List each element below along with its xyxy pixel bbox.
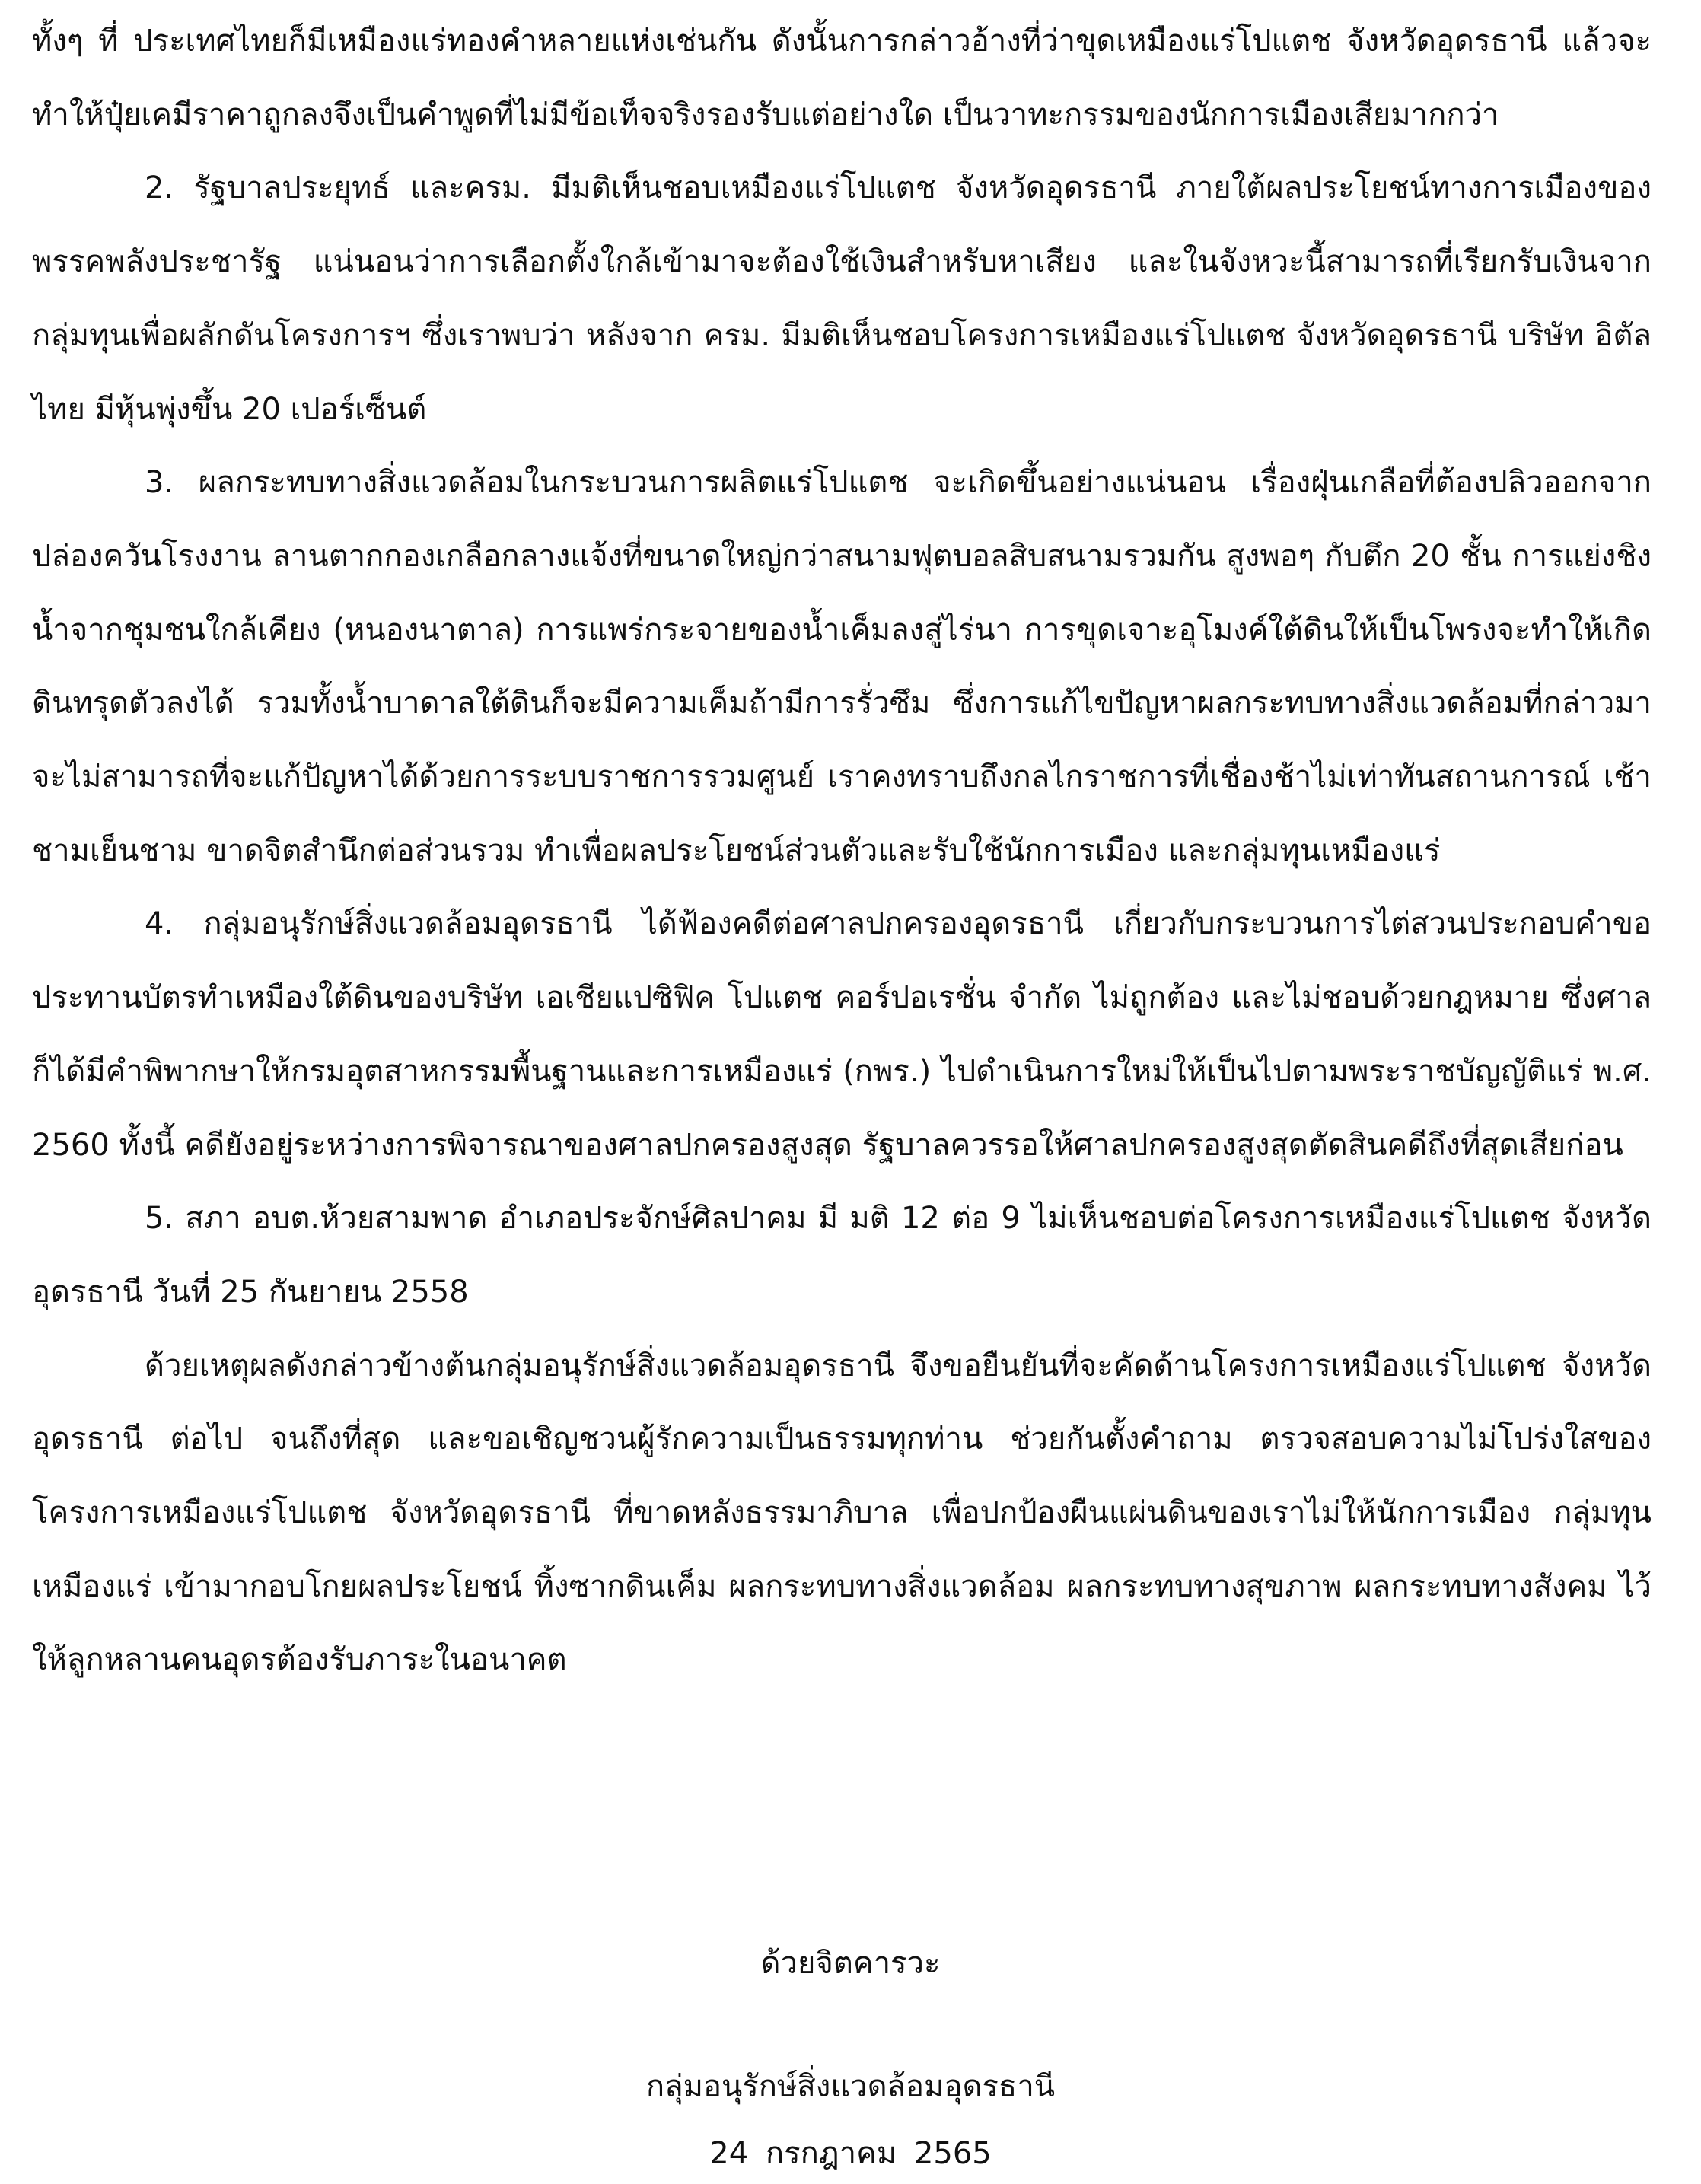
paragraph-continuation: ทั้งๆ ที่ ประเทศไทยก็มีเหมืองแร่ทองคำหลายแห่งเช่นกัน ดังนั้นการกล่าวอ้างที่ว่าขุดเหมืองแร่โปแตช จังหวัดอุดรธานี แล้วจะทำให้ปุ๋ยเคมีราคาถูกลงจึงเป็นคำพูดที่ไม่มีข้อเท็จจริงรองรับแต่อย่างใด เป็นวาทะกรรมของนักการเมืองเสียมากกว่า [32,24,1652,132]
closing-regards: ด้วยจิตคารวะ [760,1946,941,1981]
paragraph-point-4: 4. กลุ่มอนุรักษ์สิ่งแวดล้อมอุดรธานี ได้ฟ้องคดีต่อศาลปกครองอุดรธานี เกี่ยวกับกระบวนการไต่สวนประกอบคำขอประทานบัตรทำเหมืองใต้ดินของบริษัท เอเชียแปซิฟิค โปแตช คอร์ปอเรชั่น จำกัด ไม่ถูกต้อง และไม่ชอบด้วยกฎหมาย ซึ่งศาลก็ได้มีคำพิพากษาให้กรมอุตสาหกรรมพื้นฐานและการเหมืองแร่ (กพร.) ไปดำเนินการใหม่ให้เป็นไปตามพระราชบัญญัติแร่ พ.ศ. 2560 ทั้งนี้ คดียังอยู่ระหว่างการพิจารณาของศาลปกครองสูงสุด รัฐบาลควรรอให้ศาลปกครองสูงสุดตัดสินคดีถึงที่สุดเสียก่อน [32,906,1652,1163]
signature-organization: กลุ่มอนุรักษ์สิ่งแวดล้อมอุดรธานี [645,2069,1056,2104]
paragraph-point-3: 3. ผลกระทบทางสิ่งแวดล้อมในกระบวนการผลิตแร่โปแตช จะเกิดขึ้นอย่างแน่นอน เรื่องฝุ่นเกลือที่ต้องปลิวออกจากปล่องควันโรงงาน ลานตากกองเกลือกลางแจ้งที่ขนาดใหญ่กว่าสนามฟุตบอลสิบสนามรวมกัน สูงพอๆ กับตึก 20 ชั้น การแย่งชิงน้ำจากชุมชนใกล้เคียง (หนองนาตาล) การแพร่กระจายของน้ำเค็มลงสู่ไร่นา การขุดเจาะอุโมงค์ใต้ดินให้เป็นโพรงจะทำให้เกิดดินทรุดตัวลงได้ รวมทั้งน้ำบาดาลใต้ดินก็จะมีความเค็มถ้ามีการรั่วซึม ซึ่งการแก้ไขปัญหาผลกระทบทางสิ่งแวดล้อมที่กล่าวมา จะไม่สามารถที่จะแก้ปัญหาได้ด้วยการระบบราชการรวมศูนย์ เราคงทราบถึงกลไกราชการที่เชื่องช้าไม่เท่าทันสถานการณ์ เช้าชามเย็นชาม ขาดจิตสำนึกต่อส่วนรวม ทำเพื่อผลประโยชน์ส่วนตัวและรับใช้นักการเมือง และกลุ่มทุนเหมืองแร่ [32,465,1652,868]
letter-date: 24 กรกฎาคม 2565 [709,2136,992,2171]
paragraph-point-5: 5. สภา อบต.ห้วยสามพาด อำเภอประจักษ์ศิลปาคม มี มติ 12 ต่อ 9 ไม่เห็นชอบต่อโครงการเหมืองแร่โปแตช จังหวัดอุดรธานี วันที่ 25 กันยายน 2558 [32,1201,1652,1310]
letter-body [32,5,1652,1697]
paragraph-conclusion: ด้วยเหตุผลดังกล่าวข้างต้นกลุ่มอนุรักษ์สิ่งแวดล้อมอุดรธานี จึงขอยืนยันที่จะคัดด้านโครงการเหมืองแร่โปแตช จังหวัดอุดรธานี ต่อไป จนถึงที่สุด และขอเชิญชวนผู้รักความเป็นธรรมทุกท่าน ช่วยกันตั้งคำถาม ตรวจสอบความไม่โปร่งใสของโครงการเหมืองแร่โปแตช จังหวัดอุดรธานี ที่ขาดหลังธรรมาภิบาล เพื่อปกป้องผืนแผ่นดินของเราไม่ให้นักการเมือง กลุ่มทุนเหมืองแร่ เข้ามากอบโกยผลประโยชน์ ทิ้งซากดินเค็ม ผลกระทบทางสิ่งแวดล้อม ผลกระทบทางสุขภาพ ผลกระทบทางสังคม ไว้ให้ลูกหลานคนอุดรต้องรับภาระในอนาคต [32,1348,1652,1678]
paragraph-point-2: 2. รัฐบาลประยุทธ์ และครม. มีมติเห็นชอบเหมืองแร่โปแตช จังหวัดอุดรธานี ภายใต้ผลประโยชน์ทางการเมืองของพรรคพลังประชารัฐ แน่นอนว่าการเลือกตั้งใกล้เข้ามาจะต้องใช้เงินสำหรับหาเสียง และในจังหวะนี้สามารถที่เรียกรับเงินจากกลุ่มทุนเพื่อผลักดันโครงการฯ ซึ่งเราพบว่า หลังจาก ครม. มีมติเห็นชอบโครงการเหมืองแร่โปแตช จังหวัดอุดรธานี บริษัท อิตัลไทย มีหุ้นพุ่งขึ้น 20 เปอร์เซ็นต์ [32,170,1652,427]
